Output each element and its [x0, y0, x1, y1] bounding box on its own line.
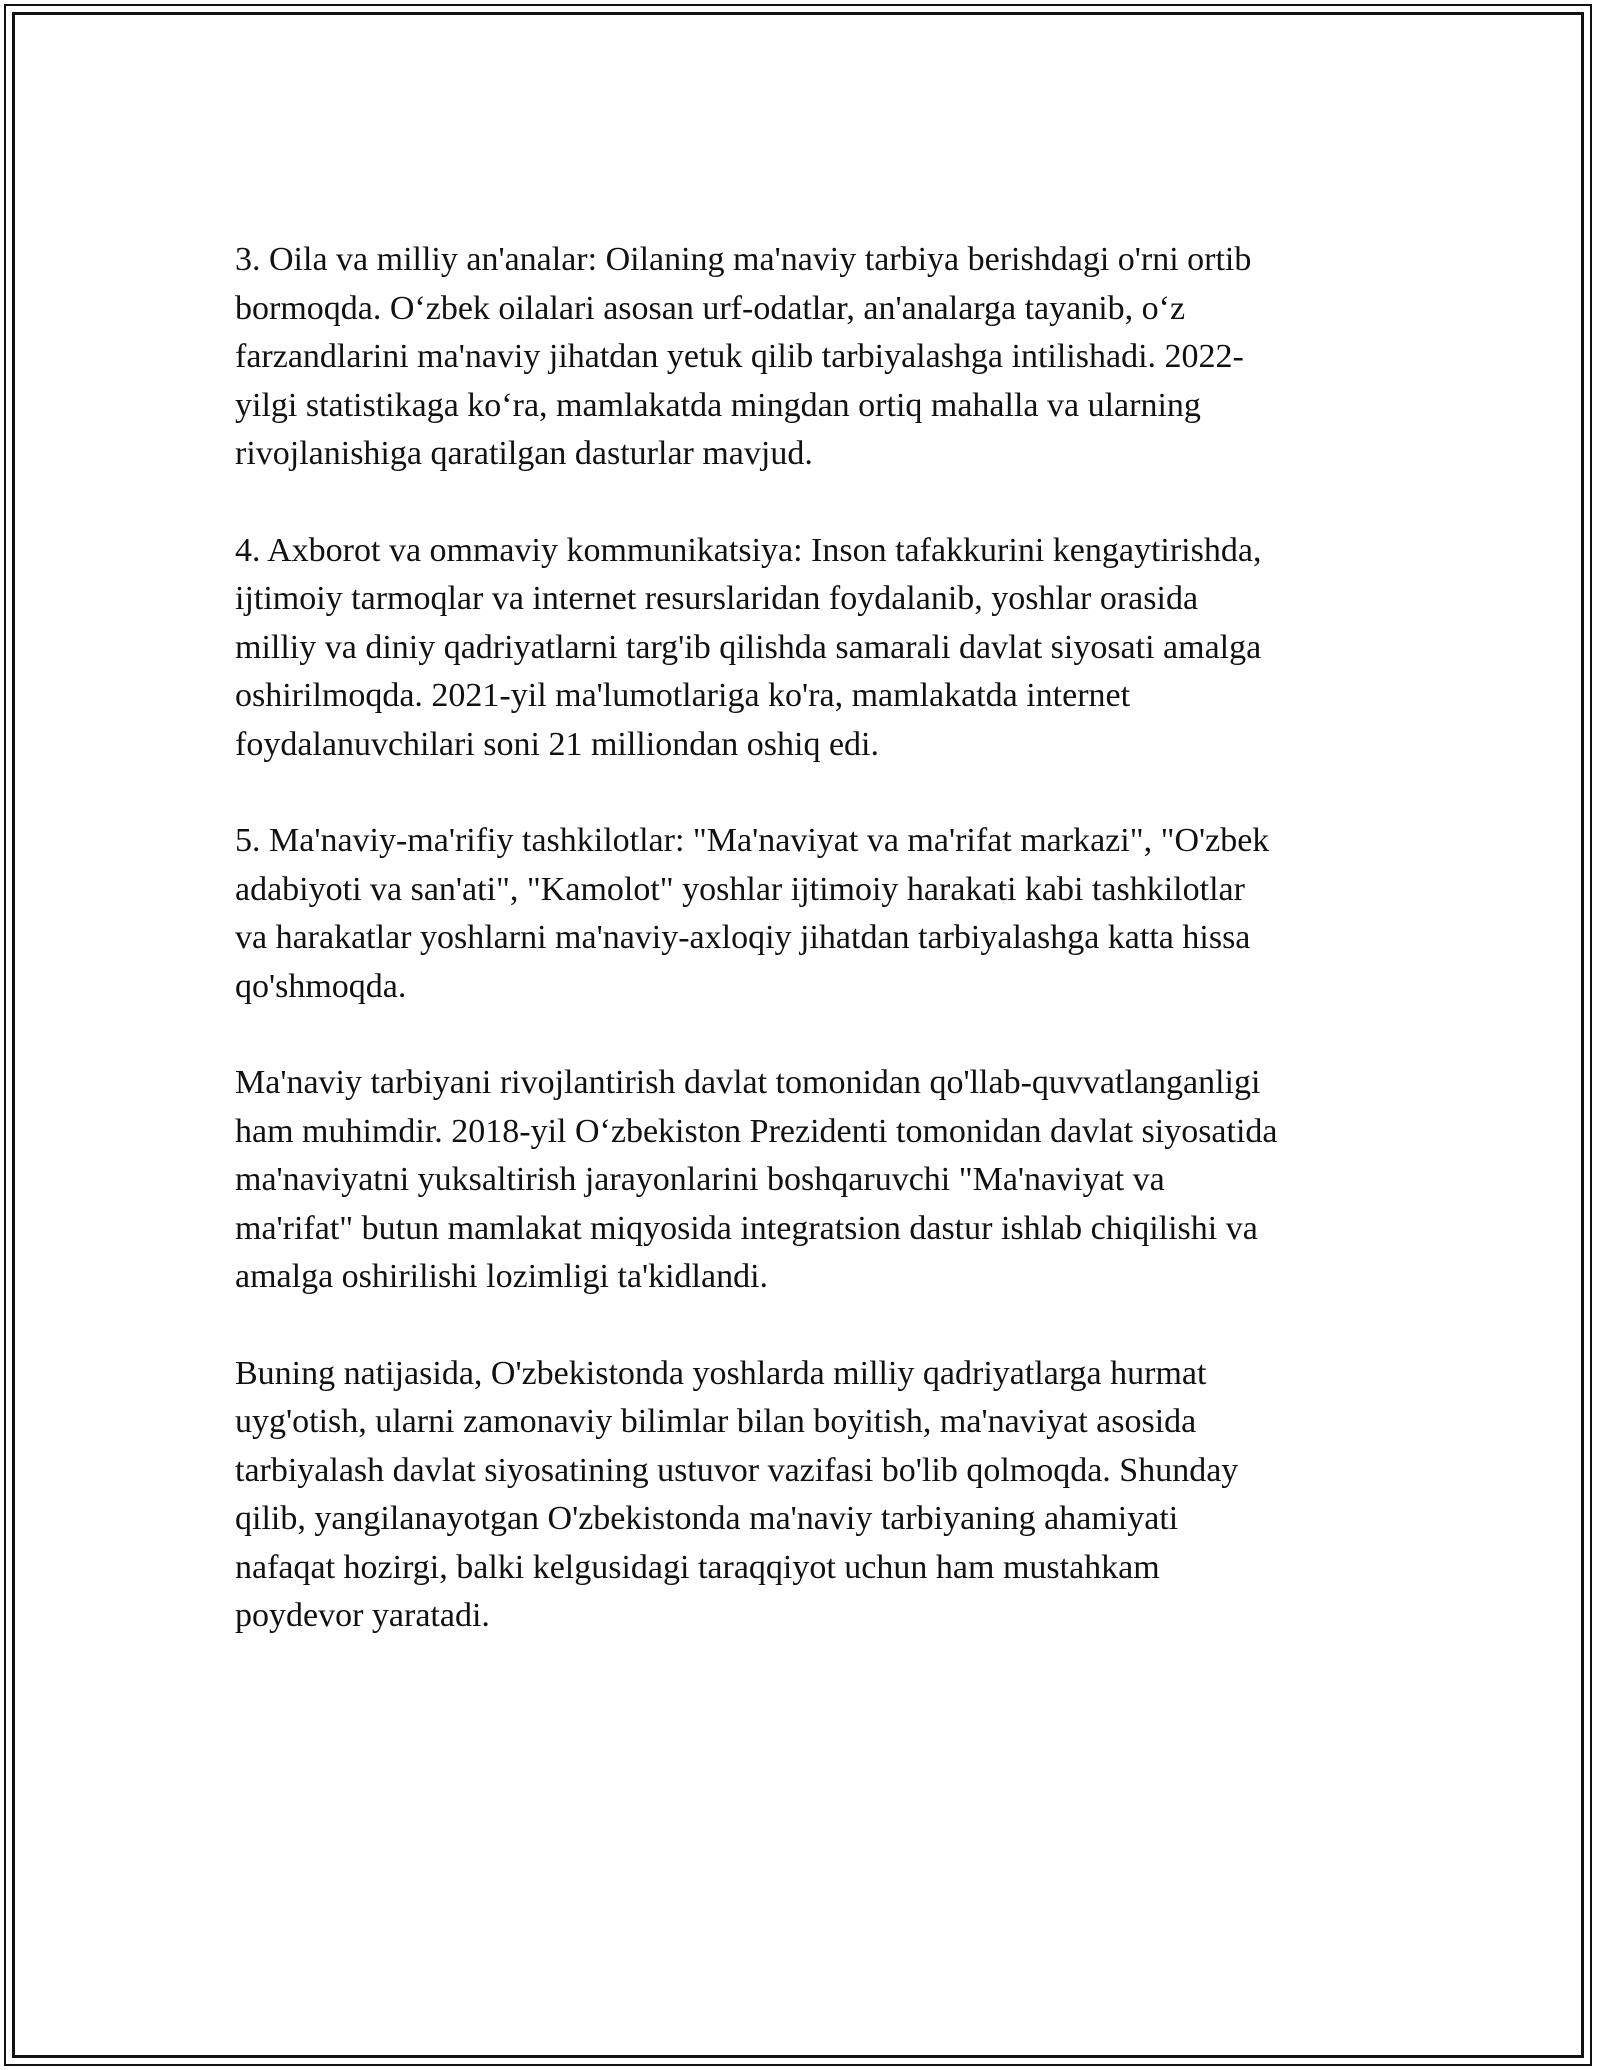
text-line: nafaqat hozirgi, balki kelgusidagi taraqqiyot uchun ham mustahkam — [235, 1548, 1160, 1586]
text-line: poydevor yaratadi. — [235, 1597, 490, 1634]
text-line: Buning natijasida, O'zbekistonda yoshlarda milliy qadriyatlarga hurmat — [235, 1354, 1207, 1392]
text-line: adabiyoti va san'ati", "Kamolot" yoshlar ijtimoiy harakati kabi tashkilotlar — [235, 870, 1245, 908]
text-line: bormoqda. O‘zbek oilalari asosan urf-odatlar, an'analarga tayanib, o‘z — [235, 289, 1186, 327]
text-line: amalga oshirilishi lozimligi ta'kidlandi. — [235, 1258, 769, 1295]
paragraph-state-support — [235, 1059, 1370, 1302]
text-line: 5. Ma'naviy-ma'rifiy tashkilotlar: "Ma'naviyat va ma'rifat markazi", "O'zbek — [235, 822, 1270, 859]
text-line: ma'rifat" butun mamlakat miqyosida integratsion dastur ishlab chiqilishi va — [235, 1209, 1258, 1247]
text-line: tarbiyalash davlat siyosatining ustuvor vazifasi bo'lib qolmoqda. Shunday — [235, 1451, 1239, 1489]
text-line: ma'naviyatni yuksaltirish jarayonlarini boshqaruvchi "Ma'naviyat va — [235, 1161, 1165, 1198]
text-line: 3. Oila va milliy an'analar: Oilaning ma'naviy tarbiya berishdagi o'rni ortib — [235, 241, 1252, 278]
text-line: foydalanuvchilari soni 21 milliondan oshiq edi. — [235, 725, 880, 763]
text-line: ijtimoiy tarmoqlar va internet resurslaridan foydalanib, yoshlar orasida — [235, 580, 1199, 617]
text-line: milliy va diniy qadriyatlarni targ'ib qilishda samarali davlat siyosati amalga — [235, 628, 1262, 666]
text-line: va harakatlar yoshlarni ma'naviy-axloqiy jihatdan tarbiyalashga katta hissa — [235, 919, 1251, 956]
text-line: qo'shmoqda. — [235, 967, 407, 1005]
paragraph-mass-communication — [235, 527, 1370, 770]
paragraph-conclusion — [235, 1350, 1370, 1641]
text-line: ham muhimdir. 2018-yil O‘zbekiston Prezidenti tomonidan davlat siyosatida — [235, 1112, 1278, 1150]
text-line: 4. Axborot va ommaviy kommunikatsiya: Inson tafakkurini kengaytirishda, — [235, 531, 1262, 569]
paragraph-educational-organizations — [235, 817, 1370, 1011]
text-line: farzandlarini ma'naviy jihatdan yetuk qilib tarbiyalashga intilishadi. 2022- — [235, 338, 1244, 375]
text-line: oshirilmoqda. 2021-yil ma'lumotlariga ko'ra, mamlakatda internet — [235, 677, 1131, 714]
paragraph-family-traditions — [235, 236, 1370, 479]
text-line: rivojlanishiga qaratilgan dasturlar mavjud. — [235, 435, 813, 472]
text-line: yilgi statistikaga ko‘ra, mamlakatda mingdan ortiq mahalla va ularning — [235, 386, 1201, 424]
text-line: uyg'otish, ularni zamonaviy bilimlar bilan boyitish, ma'naviyat asosida — [235, 1403, 1197, 1440]
document-body — [235, 236, 1370, 1689]
text-line: Ma'naviy tarbiyani rivojlantirish davlat tomonidan qo'llab-quvvatlanganligi — [235, 1064, 1261, 1101]
text-line: qilib, yangilanayotgan O'zbekistonda ma'naviy tarbiyaning ahamiyati — [235, 1500, 1179, 1537]
